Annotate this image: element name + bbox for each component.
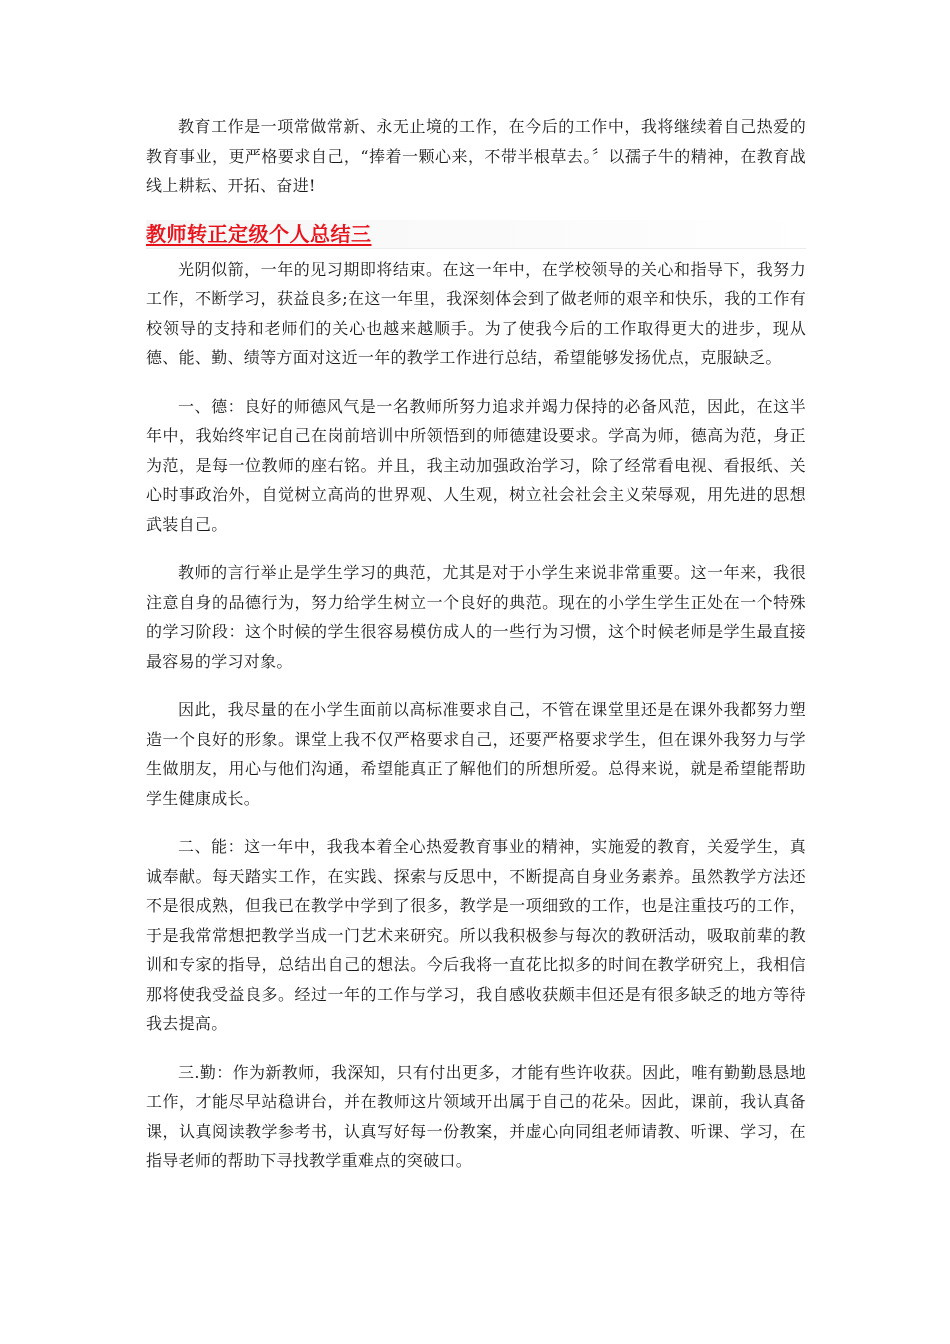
paragraph-ability: 二、能：这一年中，我我本着全心热爱教育事业的精神，实施爱的教育，关爱学生，真诚奉献。每天踏实工作，在实践、探索与反思中，不断提高自身业务素养。虽然教学方法还不是很成熟，但我已在教学中学到了很多，教学是一项细致的工作，也是注重技巧的工作，于是我常常想把教学当成一门艺术来研究。所以我积极参与每次的教研活动，吸取前辈的教训和专家的指导，总结出自己的想法。今后我将一直花比拟多的时间在教学研究上，我相信那将使我受益良多。经过一年的工作与学习，我自感收获颇丰但还是有很多缺乏的地方等待我去提高。 — [146, 837, 806, 1033]
paragraph-virtue: 一、德：良好的师德风气是一名教师所努力追求并竭力保持的必备风范，因此，在这半年中，我始终牢记自己在岗前培训中所领悟到的师德建设要求。学高为师，德高为范，身正为范，是每一位教师的座右铭。并且，我主动加强政治学习，除了经常看电视、看报纸、关心时事政治外，自觉树立高尚的世界观、人生观，树立社会社会主义荣辱观，用先进的思想武装自己。 — [146, 396, 806, 534]
paragraph-diligence: 三.勤：作为新教师，我深知，只有付出更多，才能有些许收获。因此，唯有勤勤恳恳地工作，才能尽早站稳讲台，并在教师这片领域开出属于自己的花朵。因此，课前，我认真备课，认真阅读教学参考书，认真写好每一份教案，并虚心向同组老师请教、听课、学习，在指导老师的帮助下寻找教学重难点的突破口。 — [146, 1062, 806, 1170]
document-page — [146, 112, 806, 1195]
paragraph-intro: 光阴似箭，一年的见习期即将结束。在这一年中，在学校领导的关心和指导下，我努力工作，不断学习，获益良多;在这一年里，我深刻体会到了做老师的艰辛和快乐，我的工作有校领导的支持和老师们的关心也越来越顺手。为了使我今后的工作取得更大的进步，现从德、能、勤、绩等方面对这近一年的教学工作进行总结，希望能够发扬优点，克服缺乏。 — [146, 259, 806, 367]
intro-paragraph: 教育工作是一项常做常新、永无止境的工作，在今后的工作中，我将继续着自己热爱的教育事业，更严格要求自己，“捧着一颗心来，不带半根草去。〞以孺子牛的精神，在教育战线上耕耘、开拓、奋进! — [146, 117, 806, 195]
paragraph-standards: 因此，我尽量的在小学生面前以高标准要求自己，不管在课堂里还是在课外我都努力塑造一个良好的形象。课堂上我不仅严格要求自己，还要严格要求学生，但在课外我努力与学生做朋友，用心与他们沟通，希望能真正了解他们的所想所爱。总得来说，就是希望能帮助学生健康成长。 — [146, 700, 806, 808]
section-title: 教师转正定级个人总结三 — [146, 221, 372, 246]
section-heading-bar — [146, 220, 806, 249]
paragraph-role-model: 教师的言行举止是学生学习的典范，尤其是对于小学生来说非常重要。这一年来，我很注意自身的品德行为，努力给学生树立一个良好的典范。现在的小学生学生正处在一个特殊的学习阶段：这个时候的学生很容易模仿成人的一些行为习惯，这个时候老师是学生最直接最容易的学习对象。 — [146, 563, 806, 671]
